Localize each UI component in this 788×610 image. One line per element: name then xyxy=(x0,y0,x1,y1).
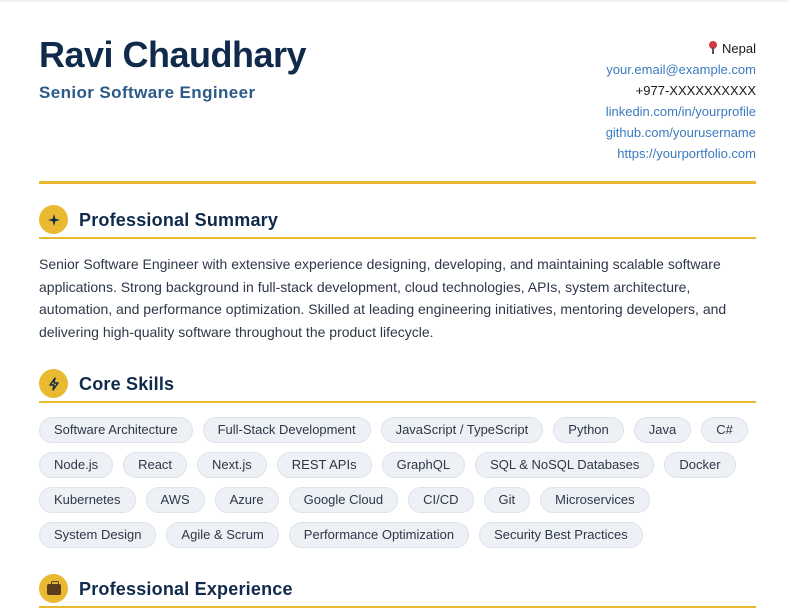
experience-heading xyxy=(39,572,756,608)
skill-chip: Security Best Practices xyxy=(479,522,643,548)
contact-portfolio-link[interactable]: https://yourportfolio.com xyxy=(617,146,756,161)
skills-section xyxy=(39,367,756,548)
skill-chip: Kubernetes xyxy=(39,487,136,513)
skill-chip: Next.js xyxy=(197,452,267,478)
contact-github-link[interactable]: github.com/yourusername xyxy=(605,125,756,140)
skill-chip: C# xyxy=(701,417,748,443)
skill-chip: Python xyxy=(553,417,623,443)
summary-heading xyxy=(39,203,756,239)
candidate-title: Senior Software Engineer xyxy=(39,83,256,102)
skill-chip: Git xyxy=(484,487,531,513)
skill-chip: Software Architecture xyxy=(39,417,193,443)
summary-section xyxy=(39,203,756,343)
contact-block xyxy=(606,38,756,164)
skill-chip: REST APIs xyxy=(277,452,372,478)
sparkle-icon xyxy=(39,205,68,234)
contact-location xyxy=(606,38,756,59)
skill-chip: AWS xyxy=(146,487,205,513)
location-text: Nepal xyxy=(722,41,756,56)
briefcase-icon xyxy=(39,574,68,603)
contact-phone: +977-XXXXXXXXXX xyxy=(635,83,756,98)
skill-chip: CI/CD xyxy=(408,487,473,513)
skill-chip: Agile & Scrum xyxy=(166,522,278,548)
skills-list xyxy=(39,417,756,548)
skill-chip: Docker xyxy=(664,452,735,478)
skill-chip: Full-Stack Development xyxy=(203,417,371,443)
map-pin-icon xyxy=(709,41,717,54)
skill-chip: Azure xyxy=(215,487,279,513)
skills-title: Core Skills xyxy=(79,374,175,394)
skill-chip: Node.js xyxy=(39,452,113,478)
skill-chip: JavaScript / TypeScript xyxy=(381,417,544,443)
skill-chip: Java xyxy=(634,417,691,443)
skill-chip: Google Cloud xyxy=(289,487,399,513)
summary-title: Professional Summary xyxy=(79,210,279,230)
skill-chip: React xyxy=(123,452,187,478)
skill-chip: GraphQL xyxy=(382,452,465,478)
experience-section xyxy=(39,572,756,608)
summary-text: Senior Software Engineer with extensive experience designing, developing, and maintaining scalable software applications. Strong background in full-stack development, cloud technologies, APIs, system architecture, automation, and performance optimization. Skilled at leading engineering initiatives, mentoring developers, and delivering high-quality software throughout the product lifecycle. xyxy=(39,256,727,340)
candidate-name: Ravi Chaudhary xyxy=(39,34,307,75)
skill-chip: System Design xyxy=(39,522,156,548)
experience-title: Professional Experience xyxy=(79,579,293,599)
contact-linkedin-link[interactable]: linkedin.com/in/yourprofile xyxy=(605,104,756,119)
skills-heading xyxy=(39,367,756,403)
skill-chip: Performance Optimization xyxy=(289,522,469,548)
lightning-icon xyxy=(39,369,68,398)
skill-chip: SQL & NoSQL Databases xyxy=(475,452,654,478)
contact-email-link[interactable]: your.email@example.com xyxy=(606,62,756,77)
skill-chip: Microservices xyxy=(540,487,649,513)
resume-header xyxy=(39,34,756,184)
